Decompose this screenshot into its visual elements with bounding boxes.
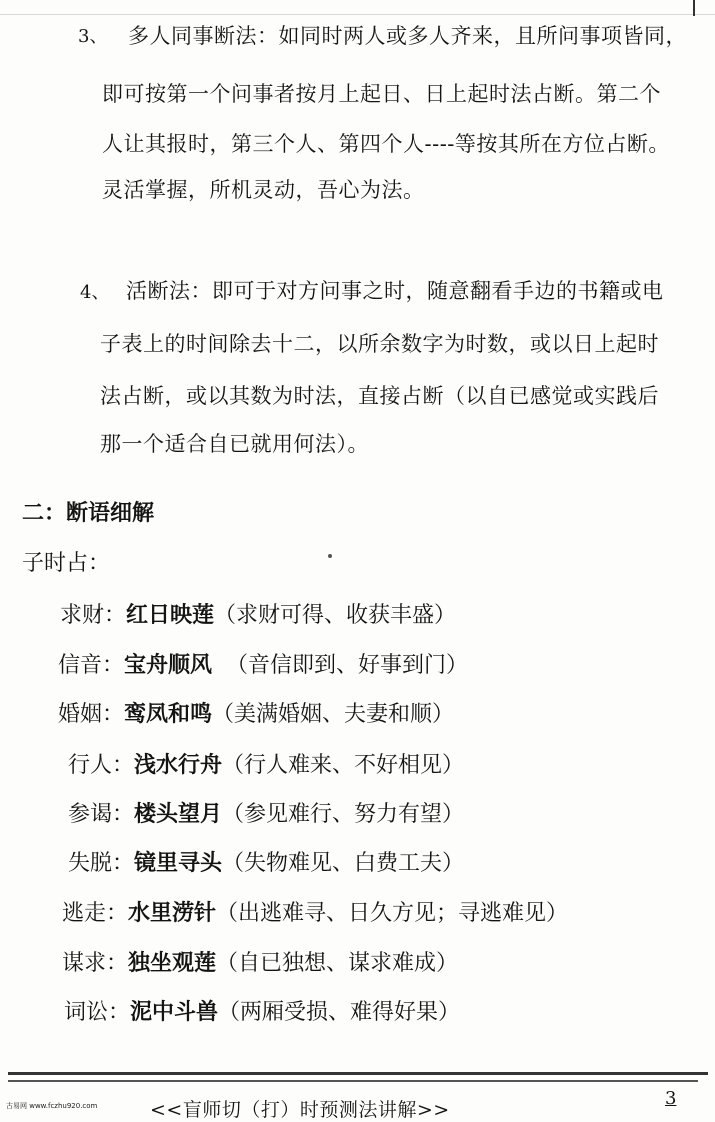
entry-phrase: 镜里寻头 xyxy=(134,850,223,876)
item-number: 3、 xyxy=(78,26,108,47)
source-watermark: 古易网 www.fczhu920.com xyxy=(6,1102,98,1110)
entry-phrase: 红日映莲 xyxy=(126,602,215,628)
list-item xyxy=(58,697,454,728)
list-item xyxy=(60,598,456,629)
paragraph-line: 人让其报时，第三个人、第四个人----等按其所在方位占断。 xyxy=(102,132,670,156)
entry-meaning: （参见难行、努力有望） xyxy=(222,802,465,827)
list-item xyxy=(68,846,464,877)
entry-topic: 谋求： xyxy=(62,951,129,976)
entry-phrase: 水里涝针 xyxy=(128,900,217,926)
book-title: <<盲师切（打）时预测法讲解>> xyxy=(150,1099,450,1121)
list-item xyxy=(58,648,468,679)
entry-phrase: 鸾凤和鸣 xyxy=(124,701,213,727)
entry-topic: 参谒： xyxy=(68,802,135,827)
paragraph-line: 子表上的时间除去十二，以所余数字为时数，或以日上起时 xyxy=(100,332,659,356)
entry-meaning: （行人难来、不好相见） xyxy=(222,753,465,778)
entry-topic: 词讼： xyxy=(64,1000,131,1025)
entry-meaning: （出逃难寻、日久方见；寻逃难见） xyxy=(216,901,569,926)
entry-meaning: （失物难见、白费工夫） xyxy=(222,851,465,876)
top-edge-mark xyxy=(693,0,695,16)
entry-topic: 逃走： xyxy=(62,901,129,926)
subsection-heading: 子时占： xyxy=(22,551,111,576)
entry-topic: 失脱： xyxy=(68,851,135,876)
entry-topic: 婚姻： xyxy=(58,702,125,727)
paragraph-line: 法占断，或以其数为时法，直接占断（以自已感觉或实践后 xyxy=(100,384,659,408)
footer-divider xyxy=(8,1080,698,1082)
entry-meaning: （美满婚姻、夫妻和顺） xyxy=(212,702,455,727)
entry-phrase: 泥中斗兽 xyxy=(130,999,219,1025)
entry-meaning: （求财可得、收获丰盛） xyxy=(214,603,457,628)
entry-topic: 信音： xyxy=(58,653,125,678)
entry-phrase: 楼头望月 xyxy=(134,801,223,827)
paragraph-line: 活断法：即可于对方问事之时，随意翻看手边的书籍或电 xyxy=(126,279,664,303)
entry-meaning: （两厢受损、难得好果） xyxy=(218,1000,461,1025)
list-item xyxy=(64,995,460,1026)
footer-divider xyxy=(8,1072,708,1075)
paragraph-line: 灵活掌握，所机灵动，吾心为法。 xyxy=(102,178,425,202)
item-number: 4、 xyxy=(80,282,110,303)
entry-phrase: 独坐观莲 xyxy=(128,950,217,976)
list-item xyxy=(62,946,458,977)
paragraph-line: 那一个适合自已就用何法）。 xyxy=(100,432,369,456)
scan-speck xyxy=(328,554,332,558)
entry-meaning: （音信即到、好事到门） xyxy=(226,653,469,678)
section-heading: 二：断语细解 xyxy=(22,500,155,526)
page-number: 3 xyxy=(665,1088,677,1109)
list-item xyxy=(62,896,568,927)
paragraph-line: 即可按第一个问事者按月上起日、日上起时法占断。第二个 xyxy=(102,82,661,106)
entry-topic: 行人： xyxy=(68,753,135,778)
entry-phrase: 宝舟顺风 xyxy=(124,652,213,678)
list-item xyxy=(68,797,464,828)
paragraph-line: 多人同事断法：如同时两人或多人齐来，且所问事项皆同， xyxy=(128,24,687,48)
top-divider xyxy=(0,0,715,15)
entry-phrase: 浅水行舟 xyxy=(134,752,223,778)
entry-topic: 求财： xyxy=(60,603,127,628)
entry-meaning: （自已独想、谋求难成） xyxy=(216,951,459,976)
list-item xyxy=(68,748,464,779)
